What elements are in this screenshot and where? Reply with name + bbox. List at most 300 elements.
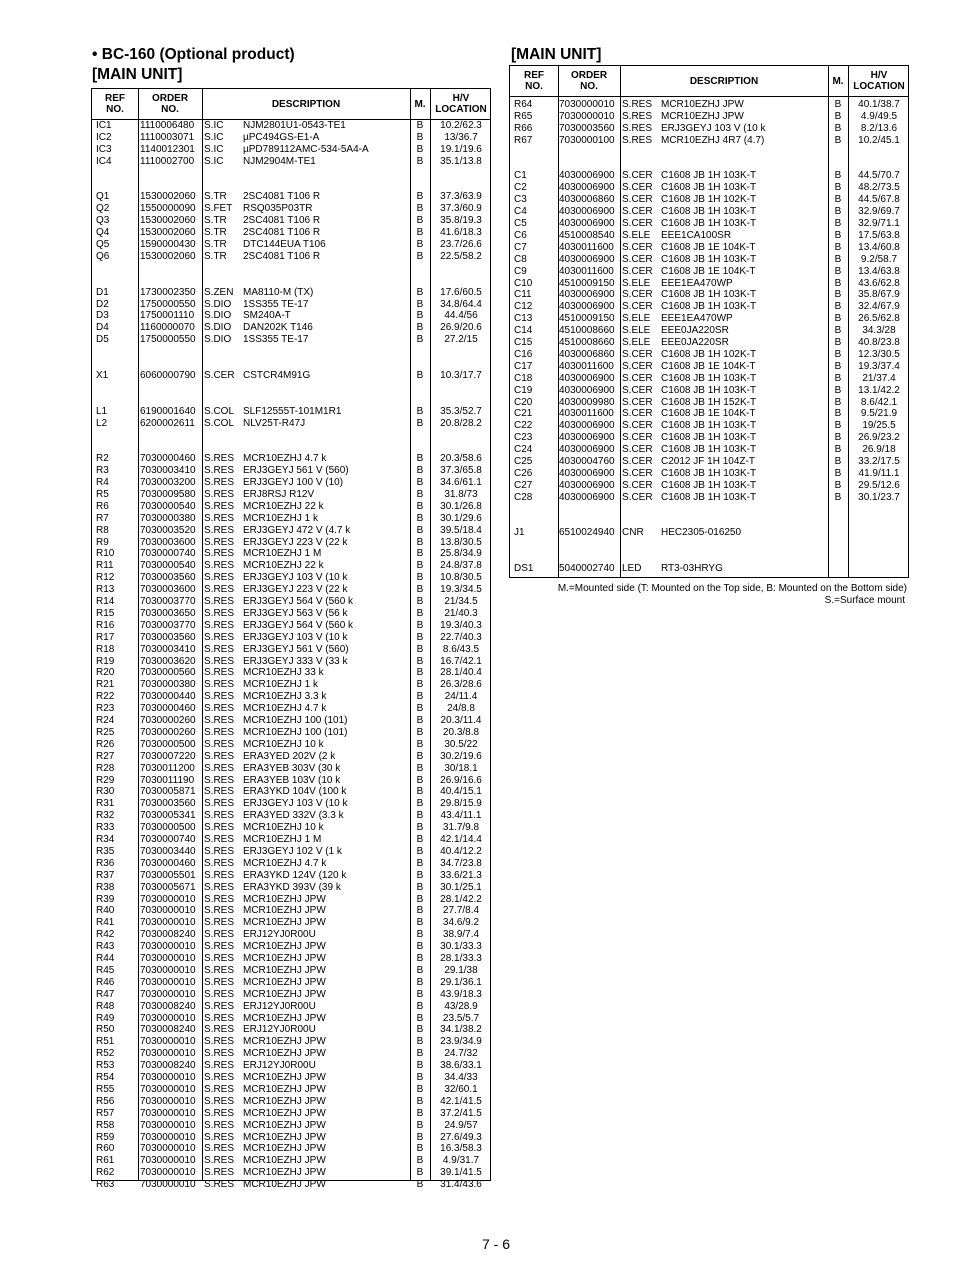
table-row bbox=[92, 322, 490, 334]
table-row bbox=[510, 313, 908, 325]
part-type-cell: S.ELE bbox=[622, 277, 651, 289]
location-cell: 9.5/21.9 bbox=[860, 408, 898, 420]
description-cell: MCR10EZHJ JPW bbox=[243, 988, 326, 1000]
mounted-side-cell: B bbox=[416, 417, 424, 429]
mounted-side-cell: B bbox=[834, 229, 842, 241]
mounted-side-cell: B bbox=[416, 1083, 424, 1095]
order-no-cell: 4510008660 bbox=[559, 325, 615, 337]
mounted-side-cell: B bbox=[416, 524, 424, 536]
order-no-cell: 7030005671 bbox=[140, 881, 196, 893]
location-cell: 40.4/15.1 bbox=[440, 786, 482, 798]
order-no-cell: 1530002060 bbox=[140, 250, 196, 262]
location-cell: 44.5/70.7 bbox=[858, 170, 900, 182]
location-cell: 44.4/56 bbox=[444, 310, 478, 322]
table-row bbox=[92, 656, 490, 668]
order-no-cell: 7030003520 bbox=[140, 524, 196, 536]
location-cell: 28.1/40.4 bbox=[440, 667, 482, 679]
order-no-cell: 7030011190 bbox=[140, 774, 195, 786]
location-cell: 26.9/18 bbox=[862, 444, 896, 456]
order-no-cell: 6060000790 bbox=[140, 369, 196, 381]
table-row bbox=[92, 429, 490, 441]
description-cell: MCR10EZHJ JPW bbox=[243, 1107, 326, 1119]
description-cell: ERJ3GEYJ 561 V (560) bbox=[243, 465, 349, 477]
description-cell: 2SC4081 T106 R bbox=[243, 191, 321, 203]
order-no-cell: 4030006900 bbox=[559, 444, 615, 456]
location-cell: 32.4/67.9 bbox=[858, 301, 900, 313]
description-cell: C1608 JB 1E 104K-T bbox=[661, 241, 756, 253]
ref-cell: R9 bbox=[96, 536, 109, 548]
part-type-cell: S.RES bbox=[204, 643, 235, 655]
table-row bbox=[92, 191, 490, 203]
order-no-cell: 7030000010 bbox=[140, 1083, 196, 1095]
table-row bbox=[510, 218, 908, 230]
table-row bbox=[510, 397, 908, 409]
mounted-side-cell: B bbox=[416, 1179, 424, 1191]
mounted-side-cell: B bbox=[416, 1143, 424, 1155]
location-cell: 41.9/11.1 bbox=[858, 467, 900, 479]
mounted-side-cell: B bbox=[834, 289, 842, 301]
order-no-cell: 1140012301 bbox=[140, 143, 195, 155]
location-cell: 24/11.4 bbox=[444, 691, 478, 703]
mounted-side-cell: B bbox=[416, 1095, 424, 1107]
ref-cell: R33 bbox=[96, 822, 115, 834]
description-cell: MCR10EZHJ JPW bbox=[243, 1143, 326, 1155]
ref-cell: R22 bbox=[96, 691, 115, 703]
order-no-cell: 7030005501 bbox=[140, 869, 196, 881]
location-cell: 37.3/63.9 bbox=[440, 191, 482, 203]
part-type-cell: S.RES bbox=[204, 726, 235, 738]
table-row bbox=[92, 1060, 490, 1072]
table-row bbox=[92, 334, 490, 346]
location-cell: 26.3/28.6 bbox=[440, 679, 482, 691]
description-cell: MCR10EZHJ JPW bbox=[243, 1095, 326, 1107]
table-row bbox=[510, 135, 908, 147]
location-cell: 34.8/64.4 bbox=[440, 298, 482, 310]
location-cell: 20.8/28.2 bbox=[440, 417, 482, 429]
table-row bbox=[92, 894, 490, 906]
location-cell: 31.4/43.6 bbox=[440, 1179, 482, 1191]
location-cell: 13/36.7 bbox=[444, 131, 478, 143]
ref-cell: C1 bbox=[514, 170, 527, 182]
location-cell: 22.7/40.3 bbox=[440, 631, 482, 643]
ref-cell: R51 bbox=[96, 1036, 115, 1048]
mounted-side-cell: B bbox=[834, 325, 842, 337]
part-type-cell: S.CER bbox=[622, 301, 653, 313]
mounted-side-cell: B bbox=[834, 206, 842, 218]
order-no-cell: 7030000010 bbox=[140, 988, 196, 1000]
part-type-cell: S.RES bbox=[204, 560, 235, 572]
part-type-cell: S.RES bbox=[204, 1012, 235, 1024]
table-row bbox=[510, 563, 908, 575]
part-type-cell: S.RES bbox=[204, 691, 235, 703]
description-cell: MCR10EZHJ 4.7 k bbox=[243, 857, 327, 869]
table-row bbox=[92, 1108, 490, 1120]
part-type-cell: S.CER bbox=[622, 432, 653, 444]
order-no-cell: 4030006900 bbox=[559, 491, 615, 503]
table-row bbox=[92, 239, 490, 251]
mounted-side-cell: B bbox=[416, 750, 424, 762]
location-cell: 31.8/73 bbox=[444, 488, 478, 500]
table-row bbox=[92, 941, 490, 953]
description-cell: MCR10EZHJ 33 k bbox=[243, 667, 324, 679]
description-cell: SLF12555T-101M1R1 bbox=[243, 405, 342, 417]
description-cell: C1608 JB 1H 103K-T bbox=[661, 289, 757, 301]
table-row bbox=[92, 227, 490, 239]
table-row bbox=[92, 810, 490, 822]
part-type-cell: S.CER bbox=[622, 444, 653, 456]
description-cell: C1608 JB 1H 103K-T bbox=[661, 182, 757, 194]
order-header: ORDER NO. bbox=[570, 70, 608, 92]
order-no-cell: 7030000010 bbox=[140, 1131, 196, 1143]
location-cell: 30.1/25.1 bbox=[440, 881, 482, 893]
part-type-cell: S.RES bbox=[204, 465, 235, 477]
order-no-cell: 4030006860 bbox=[559, 194, 615, 206]
table-row bbox=[92, 299, 490, 311]
description-cell: MCR10EZHJ JPW bbox=[243, 1179, 326, 1191]
location-cell: 20.3/11.4 bbox=[440, 715, 482, 726]
location-cell: 17.6/60.5 bbox=[440, 286, 482, 298]
ref-cell: R36 bbox=[96, 857, 115, 869]
order-no-cell: 6200002611 bbox=[140, 417, 195, 429]
description-cell: C1608 JB 1H 103K-T bbox=[661, 444, 757, 456]
mounted-side-cell: B bbox=[416, 810, 424, 822]
table-row bbox=[92, 1001, 490, 1013]
ref-cell: R25 bbox=[96, 726, 115, 738]
part-type-cell: S.RES bbox=[204, 655, 235, 667]
part-type-cell: S.IC bbox=[204, 131, 224, 143]
order-no-cell: 7030003620 bbox=[140, 655, 196, 667]
location-cell: 10.2/45.1 bbox=[858, 134, 900, 146]
order-no-cell: 7030000500 bbox=[140, 822, 196, 834]
order-no-cell: 4510008660 bbox=[559, 337, 615, 348]
order-no-cell: 7030000460 bbox=[140, 703, 196, 715]
description-cell: MCR10EZHJ 4.7 k bbox=[243, 703, 327, 715]
description-cell: MCR10EZHJ 3.3 k bbox=[243, 691, 327, 703]
table-row bbox=[510, 230, 908, 242]
part-type-cell: S.RES bbox=[204, 953, 235, 964]
location-cell: 8.6/42.1 bbox=[860, 396, 898, 408]
ref-cell: R19 bbox=[96, 655, 115, 667]
description-cell: MCR10EZHJ JPW bbox=[243, 893, 326, 905]
order-no-cell: 7030005871 bbox=[140, 786, 196, 798]
ref-cell: C11 bbox=[514, 289, 532, 301]
mounted-side-cell: B bbox=[416, 1119, 424, 1131]
table-row bbox=[510, 516, 908, 528]
mounted-side-cell: B bbox=[416, 786, 424, 798]
ref-cell: R46 bbox=[96, 976, 115, 988]
part-type-cell: S.RES bbox=[204, 572, 235, 584]
location-cell: 8.2/13.6 bbox=[860, 122, 898, 134]
description-cell: 1SS355 TE-17 bbox=[243, 334, 309, 346]
part-type-cell: S.CER bbox=[204, 369, 235, 381]
order-no-cell: 4030011600 bbox=[559, 360, 614, 372]
ref-cell: R53 bbox=[96, 1060, 115, 1072]
table-row bbox=[92, 132, 490, 144]
mounted-side-cell: B bbox=[416, 322, 424, 334]
part-type-cell: S.RES bbox=[204, 964, 235, 976]
table-row bbox=[92, 965, 490, 977]
description-cell: ERJ3GEYJ 223 V (22 k bbox=[243, 536, 348, 548]
location-cell: 29.1/36.1 bbox=[440, 976, 482, 988]
ref-cell: R49 bbox=[96, 1012, 115, 1024]
mounted-side-cell: B bbox=[416, 250, 424, 262]
order-no-cell: 7030000010 bbox=[140, 964, 196, 976]
table-row bbox=[510, 385, 908, 397]
part-type-cell: S.CER bbox=[622, 396, 653, 408]
table-row bbox=[510, 527, 908, 539]
table-row bbox=[510, 468, 908, 480]
mounted-side-cell: B bbox=[834, 420, 842, 432]
mounted-side-cell: B bbox=[416, 286, 424, 298]
ref-cell: C16 bbox=[514, 348, 533, 360]
part-type-cell: S.RES bbox=[204, 1179, 235, 1191]
table-row bbox=[92, 786, 490, 798]
mounted-side-cell: B bbox=[834, 384, 842, 396]
m-header: M. bbox=[832, 75, 844, 87]
description-cell: C1608 JB 1H 103K-T bbox=[661, 170, 757, 182]
table-row bbox=[92, 572, 490, 584]
mounted-side-cell: B bbox=[416, 1167, 424, 1179]
order-no-cell: 1590000430 bbox=[140, 239, 196, 250]
order-no-cell: 7030003410 bbox=[140, 465, 196, 477]
order-no-cell: 7030008240 bbox=[140, 1060, 196, 1072]
table-row bbox=[92, 905, 490, 917]
location-cell: 40.1/38.7 bbox=[858, 99, 900, 110]
order-no-cell: 4030004760 bbox=[559, 456, 615, 467]
table-row bbox=[510, 254, 908, 266]
location-cell: 10.8/30.5 bbox=[440, 572, 482, 584]
part-type-cell: S.CER bbox=[622, 479, 653, 491]
location-cell: 40.4/12.2 bbox=[440, 845, 482, 857]
description-cell: ERJ3GEYJ 100 V (10) bbox=[243, 477, 344, 488]
part-type-cell: S.RES bbox=[204, 1048, 235, 1060]
description-cell: C1608 JB 1H 103K-T bbox=[661, 432, 757, 444]
location-cell: 25.8/34.9 bbox=[440, 548, 482, 560]
order-no-cell: 4030006900 bbox=[559, 467, 615, 479]
location-cell: 34.6/61.1 bbox=[440, 477, 482, 488]
order-no-cell: 6510024940 bbox=[559, 527, 615, 539]
description-cell: MCR10EZHJ 10 k bbox=[243, 738, 324, 750]
mounted-side-cell: B bbox=[416, 465, 424, 477]
location-cell: 34.7/23.8 bbox=[440, 857, 482, 869]
mounted-side-cell: B bbox=[416, 203, 424, 215]
part-type-cell: S.RES bbox=[204, 1072, 235, 1083]
ref-cell: D5 bbox=[96, 334, 109, 346]
description-cell: C1608 JB 1H 103K-T bbox=[661, 206, 757, 218]
ref-cell: C8 bbox=[514, 253, 527, 265]
part-type-cell: S.RES bbox=[204, 1131, 235, 1143]
ref-cell: C26 bbox=[514, 467, 533, 479]
ref-cell: R8 bbox=[96, 524, 109, 536]
location-cell: 20.3/8.8 bbox=[442, 726, 480, 738]
table-row bbox=[92, 834, 490, 846]
location-cell: 23.9/34.9 bbox=[440, 1036, 482, 1048]
location-cell: 32/60.1 bbox=[444, 1083, 478, 1095]
description-cell: MCR10EZHJ 4.7 k bbox=[243, 453, 327, 465]
ref-cell: R15 bbox=[96, 607, 115, 619]
order-no-cell: 7030000460 bbox=[140, 453, 196, 465]
table-row bbox=[510, 480, 908, 492]
mounted-side-cell: B bbox=[416, 798, 424, 810]
mounted-side-cell: B bbox=[416, 715, 424, 726]
mounted-side-cell: B bbox=[416, 834, 424, 845]
location-cell: 35.8/67.9 bbox=[858, 289, 900, 301]
order-no-cell: 7030007220 bbox=[140, 750, 196, 762]
table-row bbox=[92, 1120, 490, 1132]
table-row bbox=[92, 120, 490, 132]
order-no-cell: 1750001110 bbox=[140, 310, 195, 322]
part-type-cell: S.DIO bbox=[204, 310, 232, 322]
order-no-cell: 7030003600 bbox=[140, 584, 196, 596]
order-no-cell: 4030011600 bbox=[559, 241, 614, 253]
table-row bbox=[510, 444, 908, 456]
part-type-cell: S.RES bbox=[204, 524, 235, 536]
table-row bbox=[92, 525, 490, 537]
table-row bbox=[92, 1084, 490, 1096]
part-type-cell: S.COL bbox=[204, 417, 235, 429]
ref-cell: R21 bbox=[96, 679, 115, 691]
order-no-cell: 7030000540 bbox=[140, 500, 196, 512]
part-type-cell: S.CER bbox=[622, 241, 653, 253]
mounted-side-cell: B bbox=[416, 500, 424, 512]
ref-cell: R55 bbox=[96, 1083, 115, 1095]
mounted-side-cell: B bbox=[416, 822, 424, 834]
location-cell: 26.5/62.8 bbox=[858, 313, 900, 325]
description-cell: ERA3YKD 124V (120 k bbox=[243, 869, 347, 881]
ref-cell: C6 bbox=[514, 229, 527, 241]
ref-cell: C23 bbox=[514, 432, 533, 444]
table-row bbox=[510, 349, 908, 361]
location-cell: 28.1/42.2 bbox=[440, 893, 482, 905]
ref-cell: C10 bbox=[514, 277, 533, 289]
part-type-cell: S.RES bbox=[204, 905, 235, 917]
table-row bbox=[92, 929, 490, 941]
ref-cell: C2 bbox=[514, 182, 527, 194]
table-row bbox=[92, 1072, 490, 1084]
order-no-cell: 4030011600 bbox=[559, 408, 614, 420]
order-no-cell: 7030003560 bbox=[140, 572, 196, 584]
description-cell: MCR10EZHJ 1 k bbox=[243, 512, 319, 524]
mounted-side-cell: B bbox=[416, 239, 424, 250]
order-no-cell: 7030000010 bbox=[140, 905, 196, 917]
part-type-cell: S.RES bbox=[204, 941, 235, 953]
table-row bbox=[92, 156, 490, 168]
table-row bbox=[92, 632, 490, 644]
table-row bbox=[510, 301, 908, 313]
page-number: 7 - 6 bbox=[482, 1236, 511, 1252]
ref-cell: C28 bbox=[514, 491, 533, 503]
ref-cell: L1 bbox=[96, 405, 108, 417]
table-row bbox=[510, 206, 908, 218]
location-cell: 26.9/20.6 bbox=[440, 322, 482, 334]
part-type-cell: S.RES bbox=[204, 810, 235, 822]
part-type-cell: S.RES bbox=[622, 110, 653, 122]
part-type-cell: S.TR bbox=[204, 227, 227, 239]
mounted-side-cell: B bbox=[834, 337, 842, 348]
part-type-cell: S.ZEN bbox=[204, 286, 234, 298]
mounted-side-cell: B bbox=[834, 479, 842, 491]
part-type-cell: S.TR bbox=[204, 239, 227, 250]
ref-cell: R26 bbox=[96, 738, 115, 750]
order-no-cell: 4030006900 bbox=[559, 432, 615, 444]
location-cell: 8.6/43.5 bbox=[442, 643, 480, 655]
ref-header: REF NO. bbox=[524, 70, 544, 92]
ref-cell: R28 bbox=[96, 762, 115, 774]
mounted-side-cell: B bbox=[834, 277, 842, 289]
table-row bbox=[92, 513, 490, 525]
part-type-cell: LED bbox=[622, 563, 642, 575]
part-type-cell: S.RES bbox=[204, 512, 235, 524]
part-type-cell: S.RES bbox=[204, 845, 235, 857]
table-row bbox=[510, 551, 908, 563]
order-no-cell: 4030006900 bbox=[559, 301, 615, 313]
mounted-side-cell: B bbox=[416, 369, 424, 381]
mounted-side-cell: B bbox=[834, 467, 842, 479]
location-cell: 26.9/23.2 bbox=[858, 432, 900, 444]
ref-cell: J1 bbox=[514, 527, 525, 539]
right-unit-title: [MAIN UNIT] bbox=[511, 46, 602, 63]
ref-cell: R56 bbox=[96, 1095, 115, 1107]
ref-cell: R39 bbox=[96, 893, 115, 905]
table-row bbox=[92, 977, 490, 989]
part-type-cell: S.ELE bbox=[622, 313, 651, 325]
part-type-cell: S.DIO bbox=[204, 322, 232, 334]
description-cell: MCR10EZHJ 1 k bbox=[243, 679, 319, 691]
mounted-side-cell: B bbox=[834, 456, 842, 467]
ref-cell: R62 bbox=[96, 1167, 115, 1179]
order-no-cell: 7030003560 bbox=[140, 798, 196, 810]
ref-cell: IC4 bbox=[96, 155, 112, 167]
part-type-cell: S.IC bbox=[204, 120, 224, 131]
order-no-cell: 4510009150 bbox=[559, 277, 615, 289]
part-type-cell: S.CER bbox=[622, 360, 653, 372]
ref-cell: R48 bbox=[96, 1000, 115, 1012]
ref-cell: R35 bbox=[96, 845, 115, 857]
mounted-side-cell: B bbox=[416, 572, 424, 584]
description-cell: EEE1EA470WP bbox=[661, 313, 733, 325]
part-type-cell: S.CER bbox=[622, 372, 653, 384]
mounted-side-cell: B bbox=[416, 774, 424, 786]
part-type-cell: S.RES bbox=[204, 667, 235, 679]
location-cell: 19/25.5 bbox=[862, 420, 896, 432]
mounted-side-note: M.=Mounted side (T: Mounted on the Top side, B: Mounted on the Bottom side) bbox=[557, 583, 907, 594]
table-row bbox=[92, 537, 490, 549]
table-row bbox=[510, 492, 908, 504]
order-no-cell: 7030000010 bbox=[140, 1012, 196, 1024]
location-cell: 10.3/17.7 bbox=[440, 369, 482, 381]
description-cell: ERJ3GEYJ 103 V (10 k bbox=[243, 572, 348, 584]
ref-cell: R38 bbox=[96, 881, 115, 893]
part-type-cell: S.CER bbox=[622, 467, 653, 479]
mounted-side-cell: B bbox=[834, 348, 842, 360]
location-cell: 24.7/32 bbox=[444, 1048, 478, 1060]
location-cell: 35.1/13.8 bbox=[440, 155, 482, 167]
order-no-cell: 4030006900 bbox=[559, 372, 615, 384]
location-cell: 26.9/16.6 bbox=[440, 774, 482, 786]
part-type-cell: S.CER bbox=[622, 420, 653, 432]
location-cell: 23.5/5.7 bbox=[442, 1012, 480, 1024]
section-title bbox=[92, 45, 295, 64]
table-row bbox=[92, 679, 490, 691]
table-row bbox=[510, 337, 908, 349]
mounted-side-cell: B bbox=[834, 218, 842, 229]
part-type-cell: S.RES bbox=[204, 548, 235, 560]
description-cell: C1608 JB 1H 103K-T bbox=[661, 218, 757, 229]
mounted-side-cell: B bbox=[416, 976, 424, 988]
ref-header: REF NO. bbox=[105, 93, 125, 115]
table-row bbox=[92, 287, 490, 299]
left-parts-table bbox=[91, 88, 491, 1191]
